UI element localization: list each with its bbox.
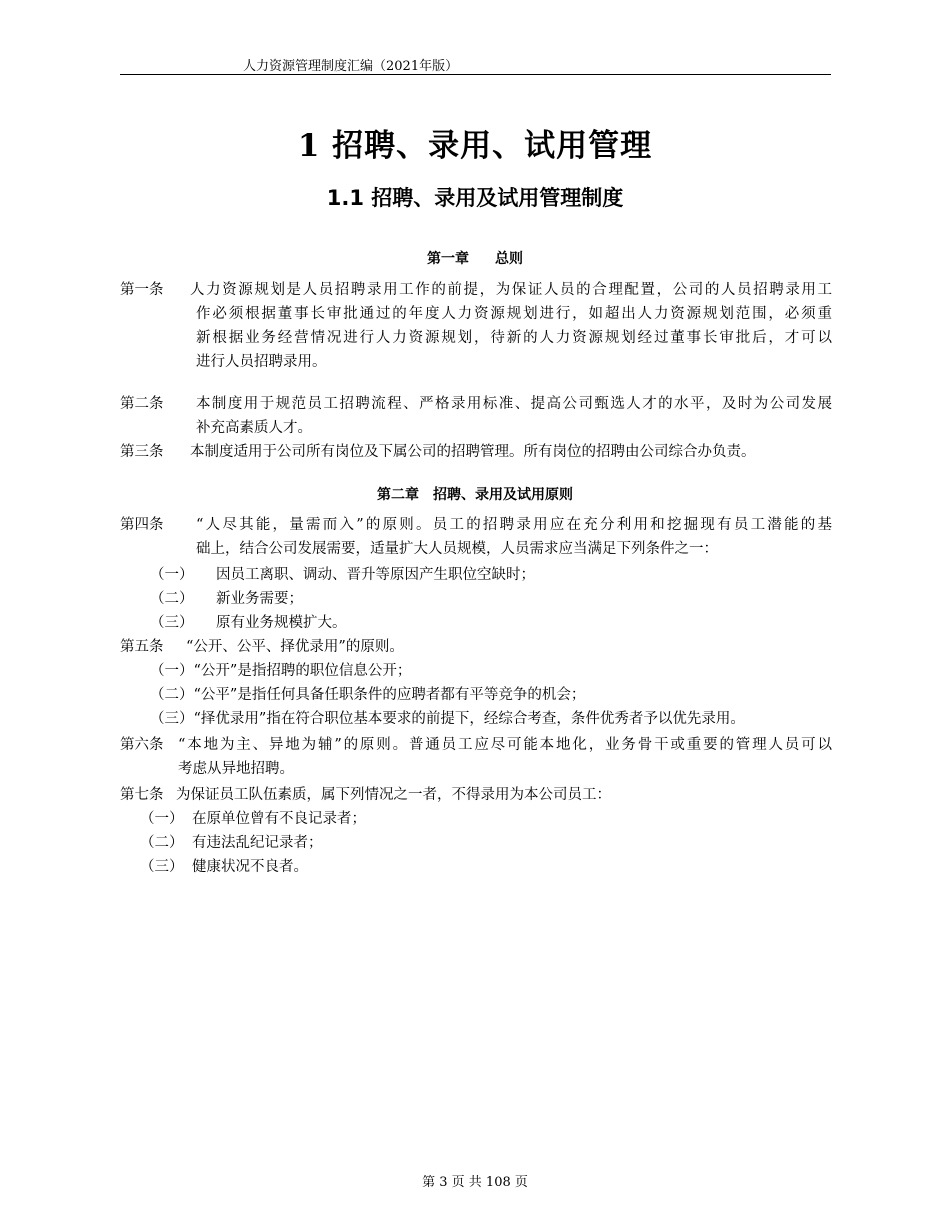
section-subtitle: 1.1 招聘、录用及试用管理制度 xyxy=(326,186,624,210)
article-7-label: 第七条 xyxy=(120,787,164,803)
list-item xyxy=(150,587,303,611)
section-title: 1 招聘、录用、试用管理 xyxy=(297,128,653,164)
list-item-number: （二） xyxy=(150,591,194,607)
article-7-line: 为保证员工队伍素质，属下列情况之一者，不得录用为本公司员工： xyxy=(176,787,611,803)
list-item-text: 新业务需要； xyxy=(216,591,303,607)
list-item xyxy=(150,659,411,683)
article-4 xyxy=(120,513,832,561)
article-5-line: “公开、公平、择优录用”的原则。 xyxy=(186,639,404,655)
list-item xyxy=(140,855,308,879)
article-6-label: 第六条 xyxy=(120,737,164,753)
list-item xyxy=(150,611,347,635)
list-item-number: （三） xyxy=(150,711,194,727)
article-7 xyxy=(120,783,832,807)
article-1-line: 作必须根据董事长审批通过的年度人力资源规划进行，如超出人力资源规划范围，必须重 xyxy=(196,306,832,322)
article-2-line: 补充高素质人才。 xyxy=(196,420,312,436)
chapter-2-heading xyxy=(0,484,950,504)
article-2-line: 本制度用于规范员工招聘流程、严格录用标准、提高公司甄选人才的水平，及时为公司发展 xyxy=(196,396,832,412)
article-4-label: 第四条 xyxy=(120,517,164,533)
list-item-text: “公平”是指任何具备任职条件的应聘者都有平等竞争的机会； xyxy=(193,687,586,703)
article-3 xyxy=(120,440,832,464)
article-5 xyxy=(120,635,832,659)
article-5-label: 第五条 xyxy=(120,639,164,655)
article-1-line: 新根据业务经营情况进行人力资源规划，待新的人力资源规划经过董事长审批后，才可以 xyxy=(196,330,832,346)
article-1 xyxy=(120,278,832,374)
list-item-number: （三） xyxy=(150,615,194,631)
article-2-label: 第二条 xyxy=(120,396,164,412)
article-1-line: 进行人员招聘录用。 xyxy=(196,354,327,370)
list-item-text: “择优录用”指在符合职位基本要求的前提下，经综合考查，条件优秀者予以优先录用。 xyxy=(193,711,745,727)
list-item-text: “公开”是指招聘的职位信息公开； xyxy=(193,663,412,679)
list-item-number: （一） xyxy=(140,811,184,827)
article-4-line: “人尽其能，量需而入”的原则。员工的招聘录用应在充分利用和挖掘现有员工潜能的基 xyxy=(196,517,832,533)
running-header: 人力资源管理制度汇编（2021年版） xyxy=(243,59,459,74)
list-item-number: （二） xyxy=(150,687,194,703)
list-item xyxy=(140,807,366,831)
list-item-number: （一） xyxy=(150,663,194,679)
list-item-number: （一） xyxy=(150,567,194,583)
list-item-number: （三） xyxy=(140,859,184,875)
article-6-line: “本地为主、异地为辅”的原则。普通员工应尽可能本地化，业务骨干或重要的管理人员可以 xyxy=(178,737,832,753)
list-item xyxy=(150,563,535,587)
list-item xyxy=(150,683,585,707)
list-item-text: 健康状况不良者。 xyxy=(192,859,308,875)
article-2 xyxy=(120,392,832,440)
list-item-text: 有违法乱纪记录者； xyxy=(192,835,323,851)
chapter-2-label: 第二章 xyxy=(377,487,419,503)
list-item-number: （二） xyxy=(140,835,184,851)
chapter-2-name: 招聘、录用及试用原则 xyxy=(433,487,573,503)
article-1-label: 第一条 xyxy=(120,282,164,298)
list-item-text: 原有业务规模扩大。 xyxy=(216,615,347,631)
header-rule xyxy=(120,74,831,75)
list-item-text: 因员工离职、调动、晋升等原因产生职位空缺时； xyxy=(216,567,535,583)
article-3-label: 第三条 xyxy=(120,444,164,460)
page-number: 第 3 页 共 108 页 xyxy=(422,1175,528,1190)
article-3-line: 本制度适用于公司所有岗位及下属公司的招聘管理。所有岗位的招聘由公司综合办负责。 xyxy=(190,444,756,460)
chapter-1-label: 第一章 xyxy=(427,251,469,267)
list-item xyxy=(140,831,323,855)
article-4-line: 础上，结合公司发展需要，适量扩大人员规模，人员需求应当满足下列条件之一： xyxy=(196,541,718,557)
chapter-1-heading xyxy=(0,248,950,268)
article-6 xyxy=(120,733,832,781)
article-6-line: 考虑从异地招聘。 xyxy=(178,761,294,777)
list-item-text: 在原单位曾有不良记录者； xyxy=(192,811,366,827)
chapter-1-name: 总则 xyxy=(495,251,523,267)
article-1-line: 人力资源规划是人员招聘录用工作的前提，为保证人员的合理配置，公司的人员招聘录用工 xyxy=(190,282,832,298)
list-item xyxy=(150,707,745,731)
